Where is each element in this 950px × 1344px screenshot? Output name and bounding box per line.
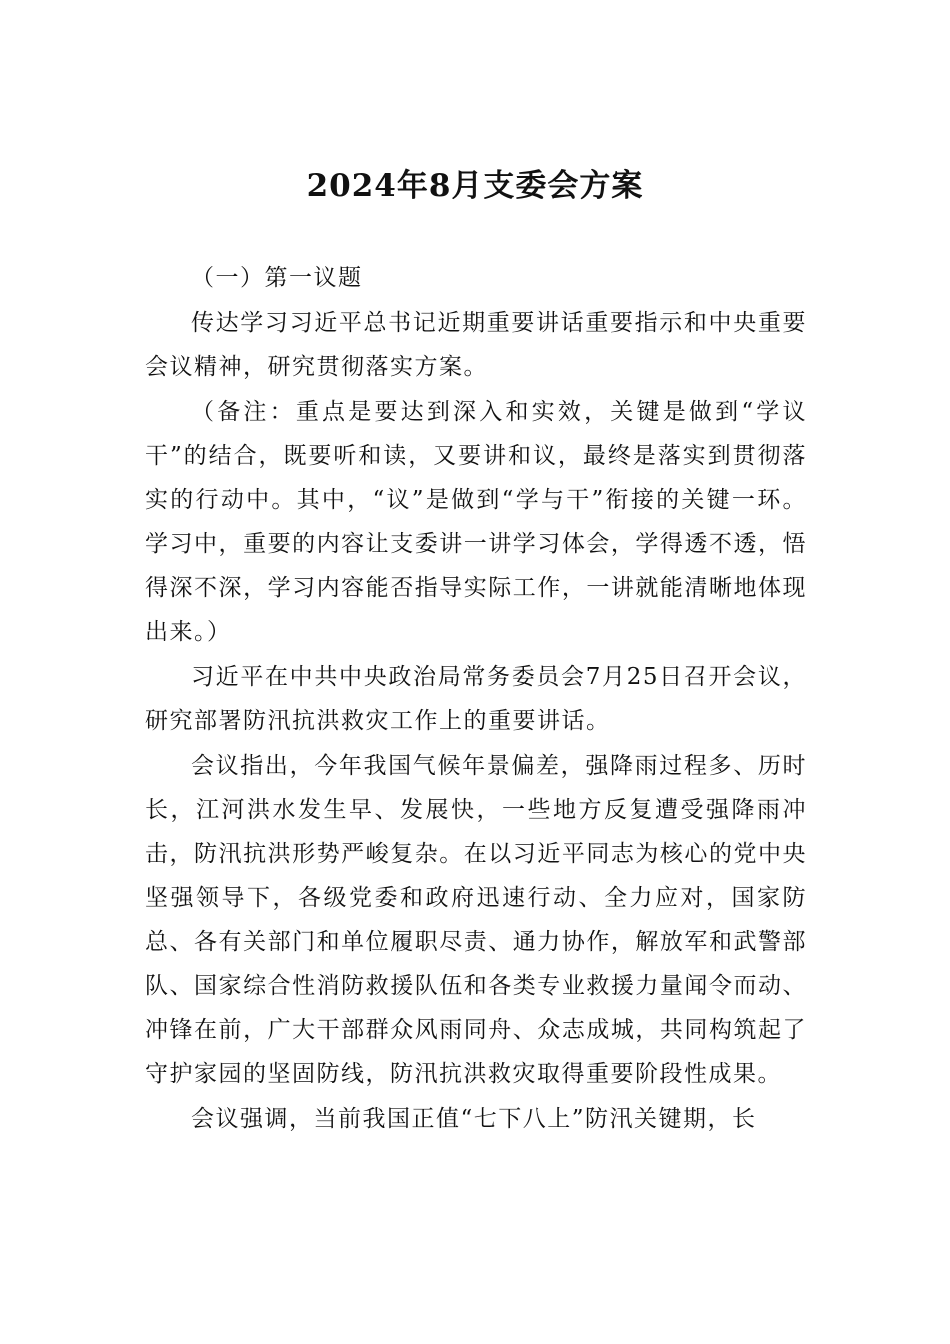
paragraph: 传达学习习近平总书记近期重要讲话重要指示和中央重要会议精神，研究贯彻落实方案。 — [145, 310, 807, 380]
paragraph: 会议强调，当前我国正值“七下八上”防汛关键期，长 — [191, 1106, 757, 1132]
paragraph: 习近平在中共中央政治局常务委员会7月25日召开会议，研究部署防汛抗洪救灾工作上的重要讲话。 — [145, 664, 807, 734]
paragraph: 会议指出，今年我国气候年景偏差，强降雨过程多、历时长，江河洪水发生早、发展快，一些地方反复遭受强降雨冲击，防汛抗洪形势严峻复杂。在以习近平同志为核心的党中央坚强领导下，各级党委和政府迅速行动、全力应对，国家防总、各有关部门和单位履职尽责、通力协作，解放军和武警部队、国家综合性消防救援队伍和各类专业救援力量闻令而动、冲锋在前，广大干部群众风雨同舟、众志成城，共同构筑起了守护家园的坚固防线，防汛抗洪救灾取得重要阶段性成果。 — [145, 753, 807, 1087]
paragraph: （备注：重点是要达到深入和实效，关键是做到“学议干”的结合，既要听和读，又要讲和议，最终是落实到贯彻落实的行动中。其中，“议”是做到“学与干”衔接的关键一环。学习中，重要的内容让支委讲一讲学习体会，学得透不透，悟得深不深，学习内容能否指导实际工作，一讲就能清晰地体现出来。） — [145, 399, 807, 645]
document-body — [145, 256, 807, 1142]
section-heading: （一）第一议题 — [191, 265, 363, 291]
document-title: 2024年8月支委会方案 — [306, 168, 644, 204]
